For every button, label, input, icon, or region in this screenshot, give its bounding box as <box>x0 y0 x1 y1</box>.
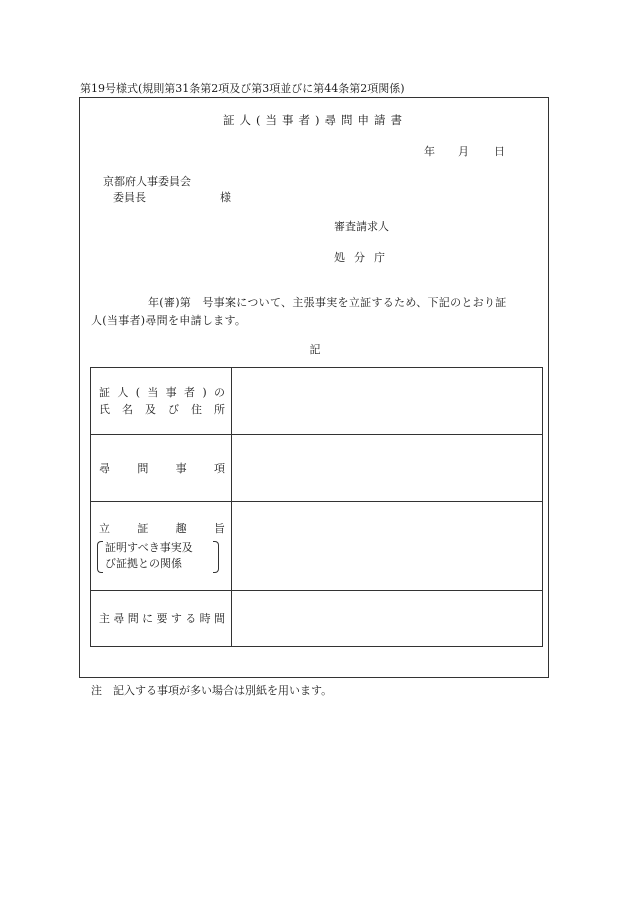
footnote: 注 記入する事項が多い場合は別紙を用います。 <box>91 684 333 697</box>
label-char: ) <box>202 386 207 399</box>
requester-label: 審査請求人 <box>334 220 389 233</box>
label-char: 住 <box>191 403 202 416</box>
label-char: 者 <box>184 386 196 399</box>
body-text-line-1: 年(審)第 号事案について、主張事実を立証するため、下記のとおり証 <box>148 296 507 309</box>
purpose-field[interactable] <box>232 502 543 591</box>
label-char: 及 <box>145 403 156 416</box>
date-year-label: 年 <box>424 145 435 158</box>
label-char: 事 <box>165 386 177 399</box>
table-row-time <box>91 591 543 647</box>
label-char: 問 <box>127 612 139 625</box>
label-char: ( <box>135 386 140 399</box>
label-char: 要 <box>156 612 168 625</box>
time-label <box>91 591 232 647</box>
purpose-label-line <box>99 520 225 537</box>
purpose-label <box>91 502 232 591</box>
form-title: 証人(当事者)尋問申請書 <box>223 113 407 127</box>
label-char: 項 <box>213 461 225 475</box>
addressee-organization: 京都府人事委員会 <box>103 175 191 188</box>
agency-label: 処分庁 <box>334 251 394 264</box>
purpose-sub-note <box>103 540 213 572</box>
table-row-witness <box>91 368 543 435</box>
label-char: 証 <box>137 522 149 535</box>
questions-label-line <box>99 460 225 477</box>
request-table <box>90 367 543 647</box>
label-char: の <box>214 386 225 399</box>
label-char: 尋 <box>113 612 125 625</box>
label-char: 問 <box>137 461 149 475</box>
addressee-honorific: 様 <box>220 191 231 204</box>
witness-name-address-field[interactable] <box>232 368 543 435</box>
table-row-questions <box>91 435 543 502</box>
label-char: 所 <box>214 403 225 416</box>
label-char: 事 <box>175 461 187 475</box>
label-char: 間 <box>214 612 225 625</box>
time-label-line <box>99 610 225 627</box>
witness-label-line-1 <box>99 384 225 401</box>
purpose-sub-line-2: び証拠との関係 <box>105 557 182 570</box>
label-char: 尋 <box>99 461 110 475</box>
label-char: 名 <box>122 403 133 416</box>
label-char: 氏 <box>99 403 110 416</box>
label-char: 当 <box>147 386 159 399</box>
ki-heading: 記 <box>309 343 321 356</box>
right-bracket <box>213 541 219 573</box>
purpose-sub-line-1: 証明すべき事実及 <box>105 541 193 554</box>
label-char: び <box>168 403 179 416</box>
questions-field[interactable] <box>232 435 543 502</box>
addressee-title: 委員長 <box>113 191 146 204</box>
questions-label <box>91 435 232 502</box>
label-char: 時 <box>199 612 211 625</box>
label-char: 立 <box>99 522 110 535</box>
witness-name-address-label <box>91 368 232 435</box>
label-char: 旨 <box>213 522 225 535</box>
form-number-label: 第19号様式(規則第31条第2項及び第3項並びに第44条第2項関係) <box>80 82 405 95</box>
left-bracket <box>97 541 103 573</box>
table-row-purpose <box>91 502 543 591</box>
label-char: 趣 <box>175 522 187 535</box>
label-char: す <box>170 612 182 625</box>
date-month-label: 月 <box>458 145 469 158</box>
label-char: る <box>185 612 197 625</box>
label-char: 人 <box>117 386 129 399</box>
body-text-line-2: 人(当事者)尋問を申請します。 <box>91 314 247 327</box>
time-field[interactable] <box>232 591 543 647</box>
label-char: 主 <box>99 612 110 625</box>
witness-label-line-2 <box>99 401 225 418</box>
date-day-label: 日 <box>494 145 505 158</box>
label-char: に <box>142 612 154 625</box>
label-char: 証 <box>99 386 110 399</box>
